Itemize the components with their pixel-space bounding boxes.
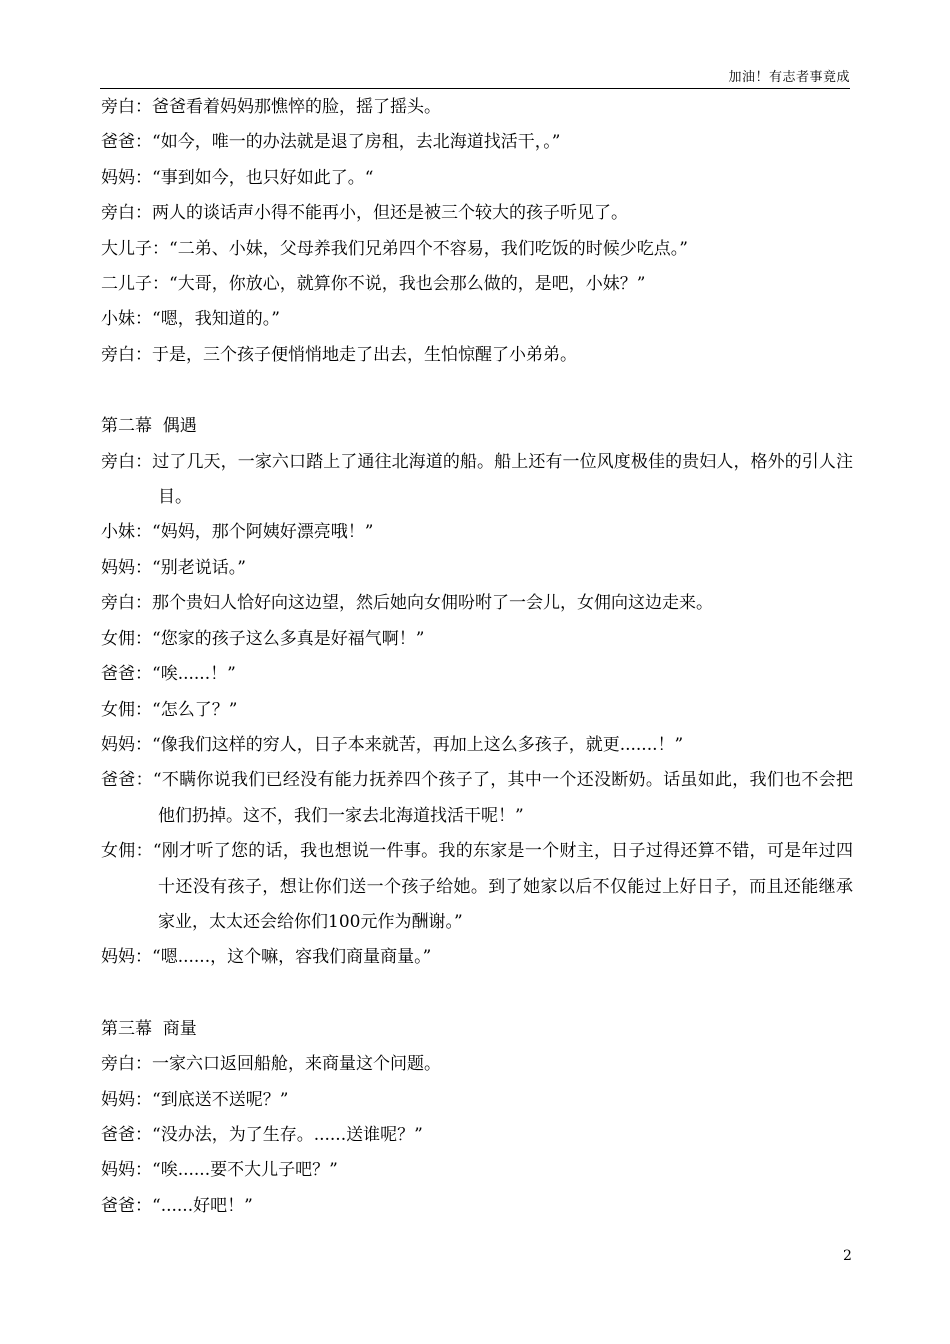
page-header <box>100 64 850 89</box>
dialogue-line: 妈妈：“事到如今，也只好如此了。“ <box>101 167 374 188</box>
dialogue-line: 旁白：那个贵妇人恰好向这边望，然后她向女佣吩咐了一会儿，女佣向这边走来。 <box>101 593 713 614</box>
spacer <box>101 976 853 1012</box>
dialogue-line: 旁白：于是，三个孩子便悄悄地走了出去，生怕惊醒了小弟弟。 <box>101 344 577 365</box>
dialogue-line: 爸爸：“如今，唯一的办法就是退了房租，去北海道找活干，。” <box>101 132 561 153</box>
dialogue-line: 爸爸：“......好吧！” <box>101 1195 253 1216</box>
script-body <box>101 90 853 1224</box>
dialogue-line: 旁白：两人的谈话声小得不能再小，但还是被三个较大的孩子听见了。 <box>101 203 628 224</box>
dialogue-line: 女佣：“怎么了？” <box>101 699 238 720</box>
page-number: 2 <box>843 1248 852 1264</box>
dialogue-line: 爸爸：“没办法，为了生存。......送谁呢？” <box>101 1124 423 1145</box>
act-title: 第二幕 偶遇 <box>101 416 197 437</box>
dialogue-line: 小妹：“嗯，我知道的。” <box>101 309 280 330</box>
spacer <box>101 373 853 409</box>
dialogue-line: 旁白：爸爸看着妈妈那憔悴的脸，摇了摇头。 <box>101 97 441 117</box>
dialogue-line: 妈妈：“到底送不送呢？” <box>101 1089 289 1110</box>
dialogue-line: 大儿子：“二弟、小妹，父母养我们兄弟四个不容易，我们吃饭的时候少吃点。” <box>101 238 688 259</box>
dialogue-line: 爸爸：“唉......！” <box>101 664 236 685</box>
dialogue-line: 妈妈：“唉......要不大儿子吧？” <box>101 1160 338 1181</box>
header-text: 加油！有志者事竟成 <box>728 70 850 85</box>
dialogue-line: 小妹：“妈妈，那个阿姨好漂亮哦！” <box>101 522 374 543</box>
dialogue-line: 爸爸：“不瞒你说我们已经没有能力抚养四个孩子了，其中一个还没断奶。话虽如此，我们也不会把他们扔掉。这不，我们一家去北海道找活干呢！” <box>101 770 853 826</box>
dialogue-line: 女佣：“您家的孩子这么多真是好福气啊！” <box>101 628 425 649</box>
dialogue-line: 女佣：“刚才听了您的话，我也想说一件事。我的东家是一个财主，日子过得还算不错，可是年过四十还没有孩子，想让你们送一个孩子给她。到了她家以后不仅能过上好日子，而且还能继承家业，太太还会给你们100元作为酬谢。” <box>101 841 853 932</box>
dialogue-line: 妈妈：“别老说话。” <box>101 557 246 578</box>
dialogue-line: 旁白：过了几天，一家六口踏上了通往北海道的船。船上还有一位风度极佳的贵妇人，格外的引人注目。 <box>101 451 853 508</box>
act-title: 第三幕 商量 <box>101 1018 197 1039</box>
dialogue-line: 妈妈：“像我们这样的穷人，日子本来就苦，再加上这么多孩子，就更.......！” <box>101 734 684 755</box>
dialogue-line: 妈妈：“嗯......，这个嘛，容我们商量商量。” <box>101 947 432 968</box>
dialogue-line: 旁白：一家六口返回船舱，来商量这个问题。 <box>101 1054 441 1075</box>
dialogue-line: 二儿子：“大哥，你放心，就算你不说，我也会那么做的，是吧，小妹？” <box>101 274 646 295</box>
